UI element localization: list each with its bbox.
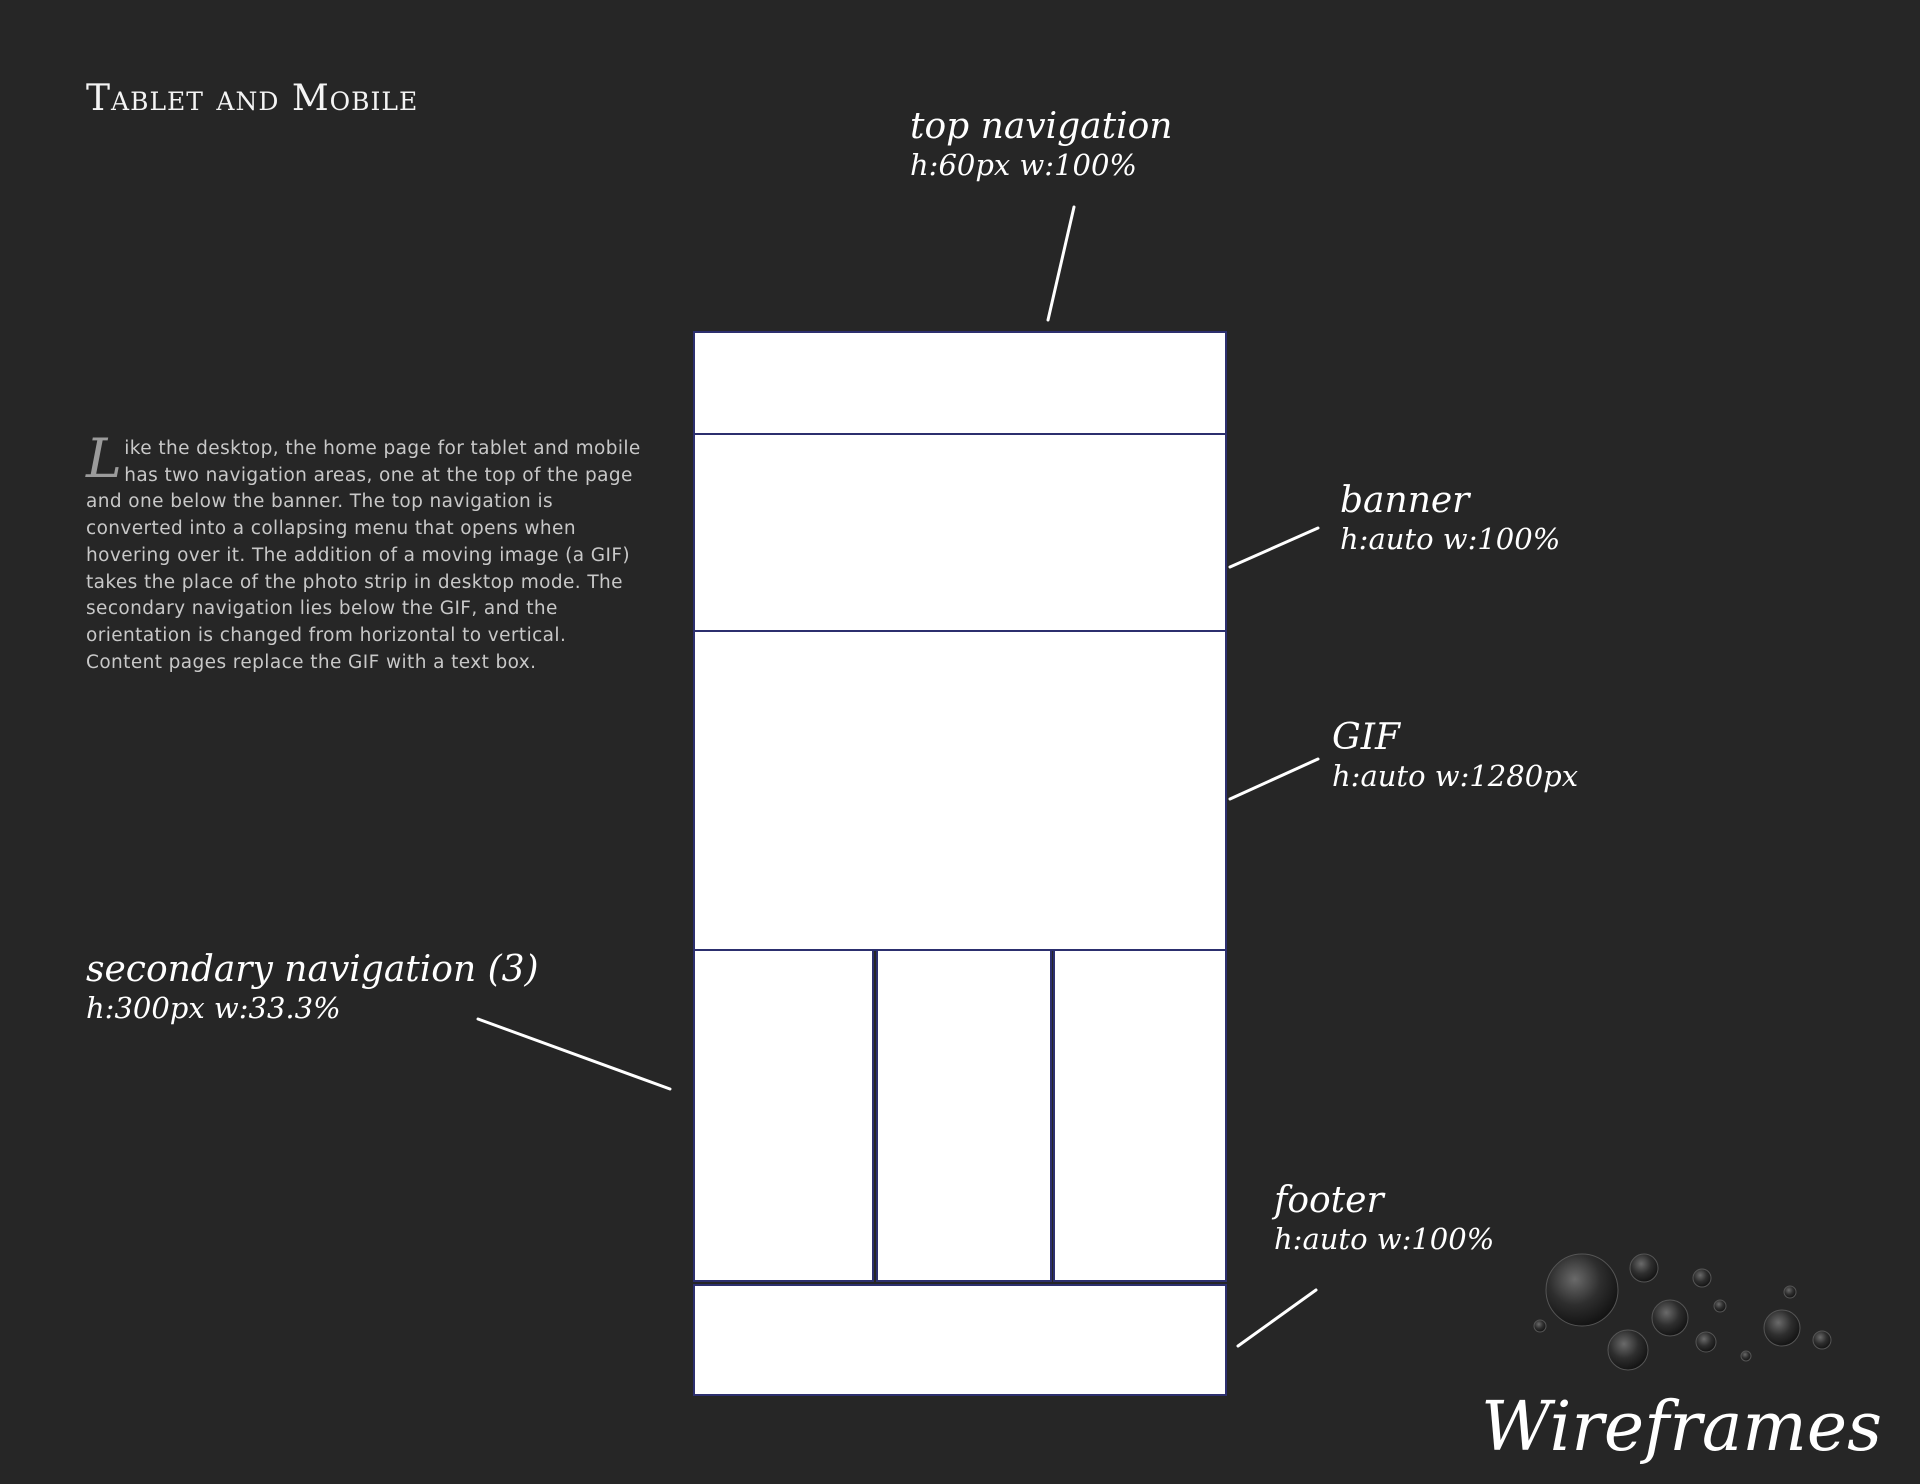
annotation-banner-dims: h:auto w:100% [1340,522,1561,556]
water-drops-decoration [1520,1240,1850,1380]
drop-large [1546,1254,1618,1326]
annotation-footer-dims: h:auto w:100% [1274,1222,1495,1256]
wireframe-secondary-nav-3 [1053,949,1227,1282]
annotation-secondary-navigation [86,949,539,1025]
page-title: Tablet and Mobile [86,78,419,119]
annotation-footer-name: footer [1274,1180,1384,1221]
annotation-footer [1274,1180,1494,1256]
intro-text: ike the desktop, the home page for tablet and mobile has two navigation areas, one at the top of the page and one below the banner. The top navigation is converted into a collapsing menu that opens when hovering over it. The addition of a moving image (a GIF) takes the place of the photo strip in desktop mode. The secondary navigation lies below the GIF, and the orientation is changed from horizontal to vertical. Content pages replace the GIF with a text box. [86,438,641,673]
top-nav-leader [1048,207,1074,320]
intro-dropcap: L [86,427,123,490]
wireframe-banner [693,433,1227,632]
secondary-nav-leader [478,1019,670,1089]
wireframe-footer [693,1284,1227,1396]
annotation-gif-name: GIF [1332,717,1400,758]
annotation-gif [1332,717,1578,793]
annotation-secondary-navigation-name: secondary navigation (3) [86,949,539,990]
wireframe-secondary-nav-1 [693,949,874,1282]
annotation-top-navigation-name: top navigation [910,106,1173,147]
gif-leader [1230,759,1318,799]
wireframes-brand-title: Wireframes [1480,1388,1882,1467]
wireframe-secondary-nav-2 [876,949,1052,1282]
wireframe-gif [693,630,1227,951]
annotation-top-navigation [910,106,1172,182]
annotation-banner [1340,480,1560,556]
annotation-gif-dims: h:auto w:1280px [1332,759,1579,793]
banner-leader [1230,528,1318,567]
annotation-banner-name: banner [1340,480,1470,521]
annotation-secondary-navigation-dims: h:300px w:33.3% [86,991,341,1025]
footer-leader [1238,1290,1316,1346]
annotation-top-navigation-dims: h:60px w:100% [910,148,1137,182]
wireframe-top-navigation [693,331,1227,435]
